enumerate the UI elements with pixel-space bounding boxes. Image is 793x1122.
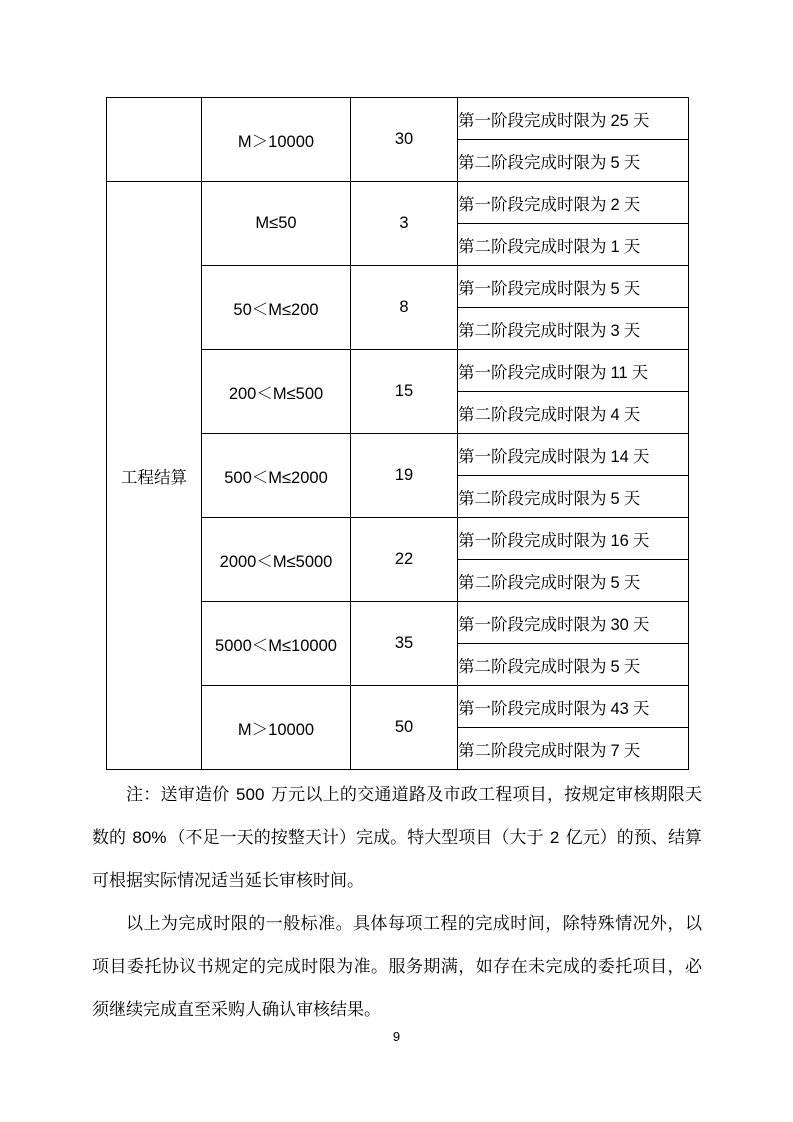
stage2-label: 第二阶段完成时限为 — [458, 152, 607, 172]
stage2-label: 第二阶段完成时限为 — [458, 404, 607, 424]
stage1-label: 第一阶段完成时限为 — [458, 614, 607, 634]
stage1-days-value: 14 — [610, 447, 629, 466]
day-unit: 天 — [623, 740, 641, 760]
days-cell: 35 — [351, 602, 458, 686]
days-cell: 15 — [351, 350, 458, 434]
inline-text: 万元以上的交通道路及市政工程项目，按规定审核期限天数的 — [92, 785, 703, 847]
stage1-cell — [458, 98, 689, 140]
stage2-days-value: 5 — [610, 657, 620, 676]
stage2-label: 第二阶段完成时限为 — [458, 572, 607, 592]
days-cell: 22 — [351, 518, 458, 602]
range-cell: M＞10000 — [202, 98, 351, 182]
stage2-label: 第二阶段完成时限为 — [458, 236, 607, 256]
stage2-cell — [458, 224, 689, 266]
stage2-cell — [458, 728, 689, 770]
inline-text: （不足一天的按整天计）完成。特大型项目（大于 — [168, 828, 548, 847]
days-cell: 19 — [351, 434, 458, 518]
day-unit: 天 — [632, 446, 650, 466]
stage2-cell — [458, 140, 689, 182]
page-number: 9 — [392, 1029, 401, 1044]
inline-number: 500 — [236, 785, 265, 804]
stage2-cell — [458, 476, 689, 518]
section-label-cell: 工程结算 — [107, 182, 202, 770]
range-cell: 50＜M≤200 — [202, 266, 351, 350]
range-cell: 200＜M≤500 — [202, 350, 351, 434]
stage1-days-value: 43 — [610, 699, 629, 718]
stage1-cell — [458, 182, 689, 224]
stage1-cell — [458, 350, 689, 392]
stage2-label: 第二阶段完成时限为 — [458, 656, 607, 676]
day-unit: 天 — [623, 236, 641, 256]
notes-paragraph-2 — [92, 902, 702, 1031]
inline-number: 2 — [549, 828, 560, 847]
day-unit: 天 — [632, 698, 650, 718]
days-cell: 50 — [351, 686, 458, 770]
stage2-label: 第二阶段完成时限为 — [458, 740, 607, 760]
inline-text: 以上为完成时限的一般标准。具体每项工程的完成时间，除特殊情况外，以项目委托协议书规定的完成时限为准。服务期满，如存在未完成的委托项目，必须继续完成直至采购人确认审核结果。 — [92, 914, 702, 1019]
stage2-cell — [458, 308, 689, 350]
stage1-label: 第一阶段完成时限为 — [458, 446, 607, 466]
stage1-cell — [458, 266, 689, 308]
stage2-days-value: 5 — [610, 153, 620, 172]
day-unit: 天 — [631, 362, 649, 382]
stage2-cell — [458, 644, 689, 686]
stage1-days-value: 5 — [610, 279, 620, 298]
stage1-cell — [458, 686, 689, 728]
stage1-label: 第一阶段完成时限为 — [458, 362, 607, 382]
stage2-label: 第二阶段完成时限为 — [458, 320, 607, 340]
notes-paragraph-1 — [92, 773, 702, 902]
stage1-label: 第一阶段完成时限为 — [458, 530, 607, 550]
range-cell: M＞10000 — [202, 686, 351, 770]
day-unit: 天 — [623, 278, 641, 298]
days-cell: 8 — [351, 266, 458, 350]
stage2-days-value: 1 — [610, 237, 620, 256]
inline-text: 亿元）的预、结算可根据实际情况适当延长审核时间。 — [92, 828, 703, 890]
day-unit: 天 — [623, 194, 641, 214]
range-cell: 2000＜M≤5000 — [202, 518, 351, 602]
days-cell: 3 — [351, 182, 458, 266]
notes-block — [92, 773, 702, 1031]
table-row — [107, 182, 689, 224]
stage1-days-value: 16 — [610, 531, 629, 550]
day-unit: 天 — [623, 572, 641, 592]
stage1-cell — [458, 434, 689, 476]
stage1-cell — [458, 518, 689, 560]
day-unit: 天 — [623, 152, 641, 172]
stage1-days-value: 25 — [610, 111, 629, 130]
day-unit: 天 — [623, 404, 641, 424]
day-unit: 天 — [632, 614, 650, 634]
stage1-label: 第一阶段完成时限为 — [458, 110, 607, 130]
stage2-days-value: 5 — [610, 573, 620, 592]
stage1-days-value: 30 — [610, 615, 629, 634]
day-unit: 天 — [623, 656, 641, 676]
day-unit: 天 — [632, 110, 650, 130]
range-cell: 500＜M≤2000 — [202, 434, 351, 518]
stage2-days-value: 5 — [610, 489, 620, 508]
stage2-cell — [458, 392, 689, 434]
range-cell: M≤50 — [202, 182, 351, 266]
stage1-days-value: 11 — [610, 363, 628, 382]
range-cell: 5000＜M≤10000 — [202, 602, 351, 686]
stage2-label: 第二阶段完成时限为 — [458, 488, 607, 508]
stage1-days-value: 2 — [610, 195, 620, 214]
stage2-days-value: 7 — [610, 741, 620, 760]
day-unit: 天 — [623, 488, 641, 508]
section-label-cell-empty — [107, 98, 202, 182]
inline-number: 80% — [132, 828, 167, 847]
stage2-days-value: 3 — [610, 321, 620, 340]
day-unit: 天 — [623, 320, 641, 340]
completion-time-table — [106, 97, 689, 770]
stage2-cell — [458, 560, 689, 602]
table-row — [107, 98, 689, 140]
stage1-label: 第一阶段完成时限为 — [458, 278, 607, 298]
stage2-days-value: 4 — [610, 405, 620, 424]
stage1-cell — [458, 602, 689, 644]
stage1-label: 第一阶段完成时限为 — [458, 194, 607, 214]
day-unit: 天 — [632, 530, 650, 550]
stage1-label: 第一阶段完成时限为 — [458, 698, 607, 718]
days-cell: 30 — [351, 98, 458, 182]
inline-text: 注：送审造价 — [126, 785, 235, 804]
